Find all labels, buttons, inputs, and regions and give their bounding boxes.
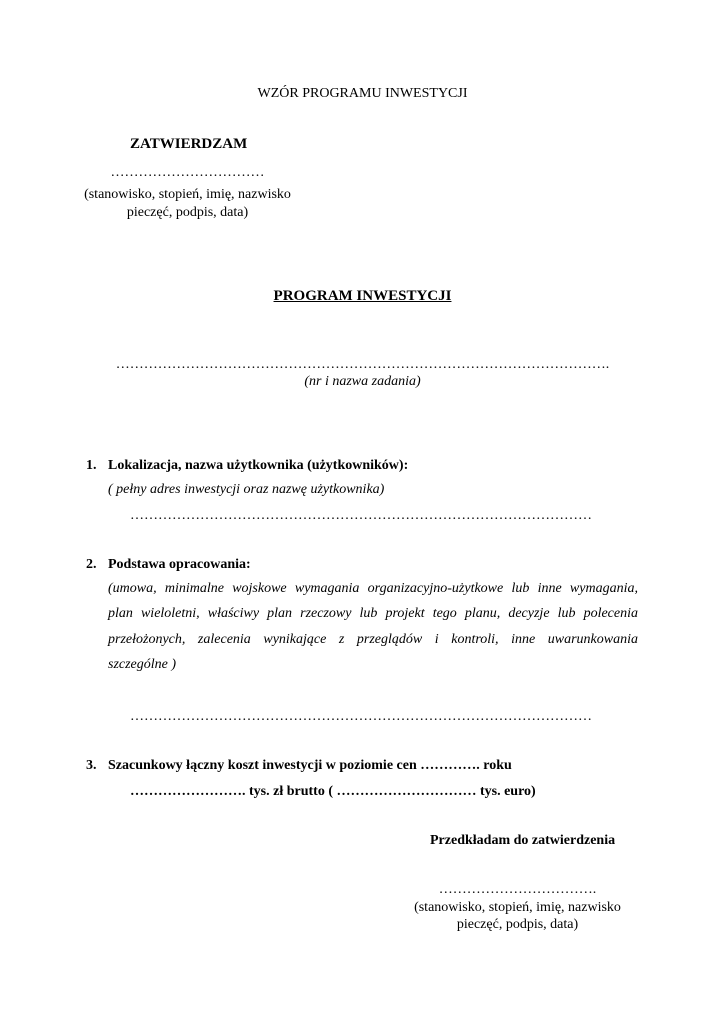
submit-caption-line1: (stanowisko, stopień, imię, nazwisko <box>414 900 621 915</box>
section-2-hint-line2: plan wieloletni, właściwy plan rzeczowy lub projekt tego planu, decyzje lub polecenia <box>108 606 638 621</box>
section-2-hint-line3: przełożonych, zalecenia wynikające z przeglądów i kontroli, inne uwarunkowania <box>108 632 638 647</box>
section-3-number: 3. <box>86 758 97 773</box>
page-title: PROGRAM INWESTYCJI <box>273 288 452 304</box>
section-2-hint-line4: szczególne ) <box>108 657 177 672</box>
template-title: WZÓR PROGRAMU INWESTYCJI <box>257 86 468 101</box>
section-1-number: 1. <box>86 458 97 473</box>
approve-caption-line1: (stanowisko, stopień, imię, nazwisko <box>84 187 291 202</box>
submit-label: Przedkładam do zatwierdzenia <box>430 833 616 848</box>
section-2-heading: Podstawa opracowania: <box>108 557 251 572</box>
task-dots: ……………………………………………………………………………………………. <box>115 357 610 372</box>
approve-caption-line2: pieczęć, podpis, data) <box>126 205 249 220</box>
section-3-cost-line: ……………………. tys. zł brutto ( ………………………… tys. euro) <box>130 784 536 799</box>
submit-caption-line2: pieczęć, podpis, data) <box>456 917 579 932</box>
approve-signature-dots: …………………………… <box>110 165 265 180</box>
task-caption: (nr i nazwa zadania) <box>304 374 421 389</box>
section-2-dots: ……………………………………………………………………………………… <box>130 709 592 724</box>
section-1-heading: Lokalizacja, nazwa użytkownika (użytkowników): <box>108 458 409 473</box>
section-1-dots: ……………………………………………………………………………………… <box>130 508 592 523</box>
section-3-heading: Szacunkowy łączny koszt inwestycji w poziomie cen …………. roku <box>108 758 512 773</box>
approve-label: ZATWIERDZAM <box>130 136 248 152</box>
section-2-number: 2. <box>86 557 97 572</box>
section-2-hint-line1: (umowa, minimalne wojskowe wymagania organizacyjno-użytkowe lub inne wymagania, <box>108 581 638 596</box>
submit-signature-dots: ……………………………. <box>438 882 597 897</box>
section-1-hint: ( pełny adres inwestycji oraz nazwę użytkownika) <box>108 482 385 497</box>
